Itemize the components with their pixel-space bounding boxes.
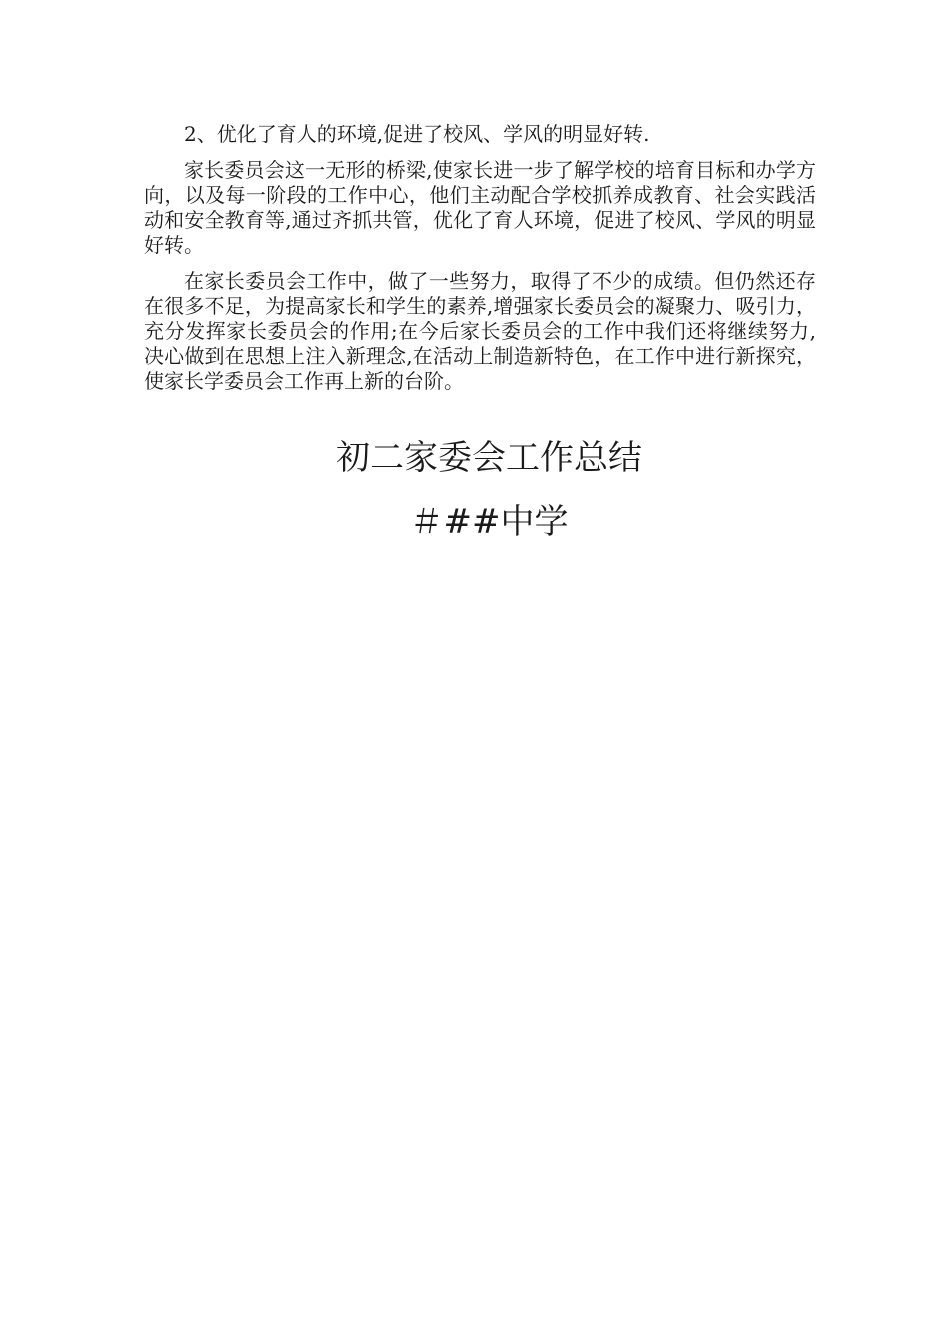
school-name: ＃##中学 [409, 502, 569, 542]
document-body [144, 122, 816, 405]
paragraph-3: 在家长委员会工作中，做了一些努力，取得了不少的成绩。但仍然还存在很多不足，为提高家长和学生的素养,增强家长委员会的凝聚力、吸引力，充分发挥家长委员会的作用;在今后家长委员会的工作中我们还将继续努力,决心做到在思想上注入新理念,在活动上制造新特色，在工作中进行新探究，使家长学委员会工作再上新的台阶。 [144, 269, 816, 393]
paragraph-2: 家长委员会这一无形的桥梁,使家长进一步了解学校的培育目标和办学方向，以及每一阶段的工作中心，他们主动配合学校抓养成教育、社会实践活动和安全教育等,通过齐抓共管，优化了育人环境，促进了校风、学风的明显好转。 [144, 158, 816, 257]
document-title: 初二家委会工作总结 [336, 438, 642, 478]
paragraph-1: 2、优化了育人的环境,促进了校风、学风的明显好转. [184, 122, 650, 146]
